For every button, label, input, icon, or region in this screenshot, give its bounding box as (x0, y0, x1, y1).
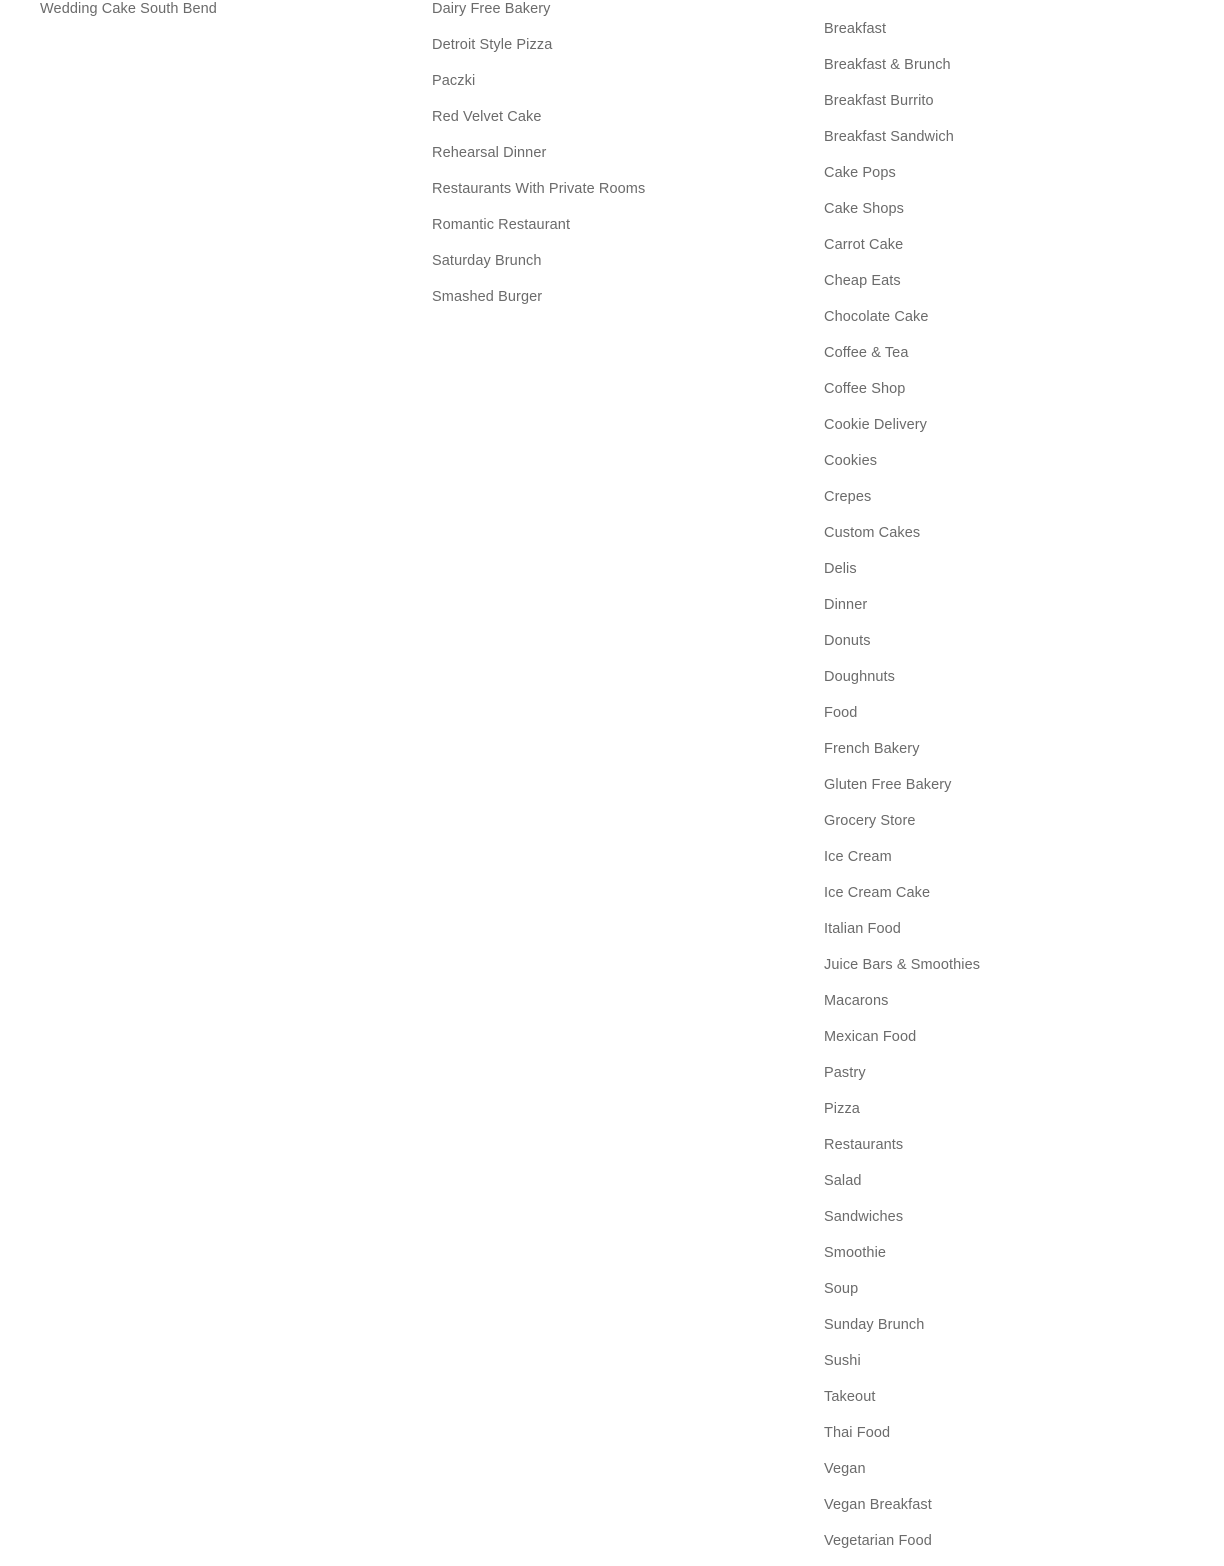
category-link[interactable]: Pizza (824, 1101, 860, 1117)
category-link[interactable]: Thai Food (824, 1425, 891, 1441)
list-item (824, 666, 980, 702)
category-link[interactable]: Gluten Free Bakery (824, 777, 952, 793)
category-link[interactable]: Breakfast Sandwich (824, 129, 954, 145)
list-item (824, 1494, 980, 1530)
list-item (824, 594, 980, 630)
list-item (824, 738, 980, 774)
category-link[interactable]: Romantic Restaurant (432, 217, 571, 233)
category-link[interactable]: Saturday Brunch (432, 253, 542, 269)
list-item (40, 0, 217, 34)
category-link[interactable]: Vegan Breakfast (824, 1497, 932, 1513)
category-link[interactable]: Restaurants (824, 1137, 904, 1153)
list-item (824, 882, 980, 918)
category-link[interactable]: Macarons (824, 993, 889, 1009)
list-item (432, 34, 645, 70)
category-link[interactable]: Chocolate Cake (824, 309, 929, 325)
link-column-3 (824, 18, 980, 1566)
list-item (824, 522, 980, 558)
category-link[interactable]: Breakfast & Brunch (824, 57, 951, 73)
list-item (824, 234, 980, 270)
list-item (432, 142, 645, 178)
category-link[interactable]: Red Velvet Cake (432, 109, 542, 125)
category-link[interactable]: Breakfast Burrito (824, 93, 934, 109)
list-item (432, 214, 645, 250)
list-item (824, 342, 980, 378)
list-item (824, 558, 980, 594)
link-column-1 (40, 0, 217, 34)
list-item (824, 198, 980, 234)
link-column-2 (432, 0, 645, 322)
list-item (824, 774, 980, 810)
category-link[interactable]: Vegetarian Food (824, 1533, 932, 1549)
list-item (824, 918, 980, 954)
list-item (824, 990, 980, 1026)
list-item (824, 1314, 980, 1350)
category-link[interactable]: Dinner (824, 597, 868, 613)
category-link[interactable]: Ice Cream (824, 849, 892, 865)
category-link[interactable]: Coffee Shop (824, 381, 906, 397)
category-link[interactable]: Breakfast (824, 21, 887, 37)
list-item (432, 250, 645, 286)
category-link[interactable]: Detroit Style Pizza (432, 37, 553, 53)
category-link[interactable]: Grocery Store (824, 813, 916, 829)
category-link[interactable]: Food (824, 705, 858, 721)
list-item (432, 70, 645, 106)
list-item (824, 1422, 980, 1458)
list-item (432, 286, 645, 322)
list-item (824, 846, 980, 882)
category-link[interactable]: Dairy Free Bakery (432, 1, 551, 17)
category-link[interactable]: Custom Cakes (824, 525, 921, 541)
category-link[interactable]: Ice Cream Cake (824, 885, 931, 901)
list-item (824, 54, 980, 90)
list-item (824, 270, 980, 306)
category-link[interactable]: Cheap Eats (824, 273, 901, 289)
category-link[interactable]: Restaurants With Private Rooms (432, 181, 646, 197)
category-link[interactable]: Cookies (824, 453, 878, 469)
category-link[interactable]: Smashed Burger (432, 289, 543, 305)
category-link[interactable]: Doughnuts (824, 669, 896, 685)
category-link[interactable]: Sushi (824, 1353, 861, 1369)
list-item (824, 486, 980, 522)
list-item (824, 1350, 980, 1386)
list-item (824, 306, 980, 342)
list-item (824, 630, 980, 666)
category-link[interactable]: Pastry (824, 1065, 866, 1081)
list-item (824, 126, 980, 162)
category-link[interactable]: Cake Pops (824, 165, 896, 181)
category-link[interactable]: Donuts (824, 633, 871, 649)
category-link[interactable]: Delis (824, 561, 857, 577)
category-link[interactable]: Rehearsal Dinner (432, 145, 547, 161)
list-item (824, 450, 980, 486)
category-link[interactable]: Mexican Food (824, 1029, 917, 1045)
category-link[interactable]: Cake Shops (824, 201, 904, 217)
category-link[interactable]: Soup (824, 1281, 859, 1297)
category-link[interactable]: Salad (824, 1173, 862, 1189)
category-link[interactable]: Juice Bars & Smoothies (824, 957, 981, 973)
list-item (824, 1206, 980, 1242)
list-item (824, 1278, 980, 1314)
category-link[interactable]: Coffee & Tea (824, 345, 909, 361)
list-item (824, 1386, 980, 1422)
category-link[interactable]: Cookie Delivery (824, 417, 928, 433)
category-link[interactable]: Sunday Brunch (824, 1317, 925, 1333)
list-item (824, 954, 980, 990)
list-item (824, 1026, 980, 1062)
category-link[interactable]: French Bakery (824, 741, 920, 757)
category-link[interactable]: Smoothie (824, 1245, 887, 1261)
category-link[interactable]: Italian Food (824, 921, 901, 937)
category-link[interactable]: Wedding Cake South Bend (40, 1, 217, 17)
category-link[interactable]: Carrot Cake (824, 237, 904, 253)
list-item (824, 378, 980, 414)
list-item (824, 1062, 980, 1098)
list-item (824, 414, 980, 450)
list-item (824, 90, 980, 126)
list-item (824, 1098, 980, 1134)
list-item (432, 0, 645, 34)
list-item (432, 106, 645, 142)
category-link[interactable]: Paczki (432, 73, 476, 89)
list-item (824, 18, 980, 54)
list-item (432, 178, 645, 214)
list-item (824, 1170, 980, 1206)
category-link[interactable]: Vegan (824, 1461, 866, 1477)
category-link[interactable]: Sandwiches (824, 1209, 904, 1225)
category-link[interactable]: Takeout (824, 1389, 876, 1405)
list-item (824, 1458, 980, 1494)
list-item (824, 162, 980, 198)
list-item (824, 1530, 980, 1566)
category-link[interactable]: Crepes (824, 489, 872, 505)
list-item (824, 1134, 980, 1170)
list-item (824, 810, 980, 846)
list-item (824, 1242, 980, 1278)
list-item (824, 702, 980, 738)
